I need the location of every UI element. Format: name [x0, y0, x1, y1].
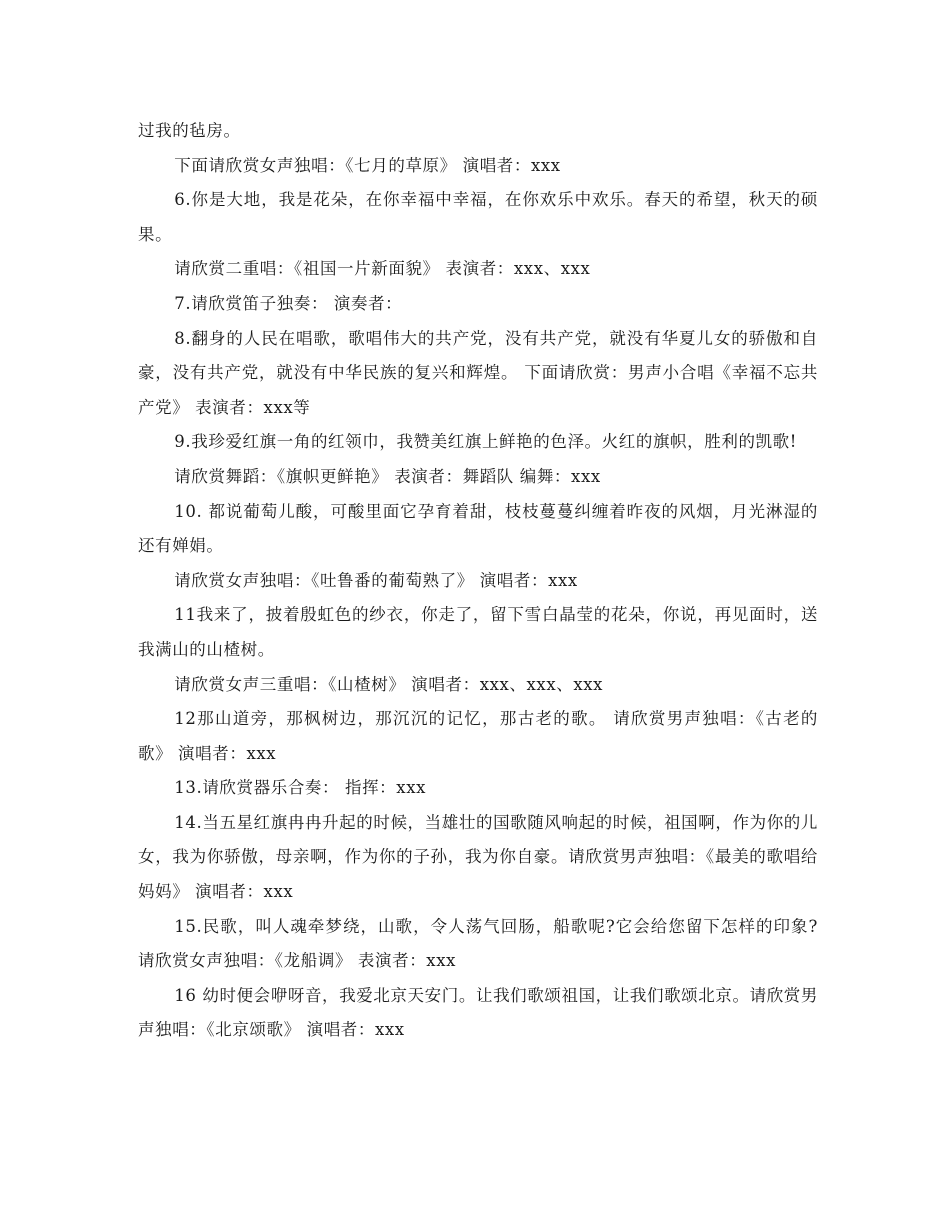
paragraph: 13.请欣赏器乐合奏： 指挥：xxx [174, 778, 426, 798]
paragraph: 请欣赏女声三重唱：《山楂树》 演唱者：xxx、xxx、xxx [174, 674, 604, 694]
paragraph: 下面请欣赏女声独唱：《七月的草原》 演唱者：xxx [174, 155, 561, 175]
document-body [138, 114, 818, 1048]
paragraph: 7.请欣赏笛子独奏： 演奏者： [174, 293, 403, 313]
paragraph: 14.当五星红旗冉冉升起的时候，当雄壮的国歌随风响起的时候，祖国啊，作为你的儿女，我为你骄傲，母亲啊，作为你的子孙，我为你自豪。请欣赏男声独唱：《最美的歌唱给妈妈》 演唱者：xxx [138, 812, 818, 902]
paragraph: 请欣赏二重唱：《祖国一片新面貌》 表演者：xxx、xxx [174, 259, 591, 279]
paragraph: 15.民歌，叫人魂牵梦绕，山歌，令人荡气回肠，船歌呢?它会给您留下怎样的印象?请欣赏女声独唱：《龙船调》 表演者：xxx [138, 916, 818, 971]
paragraph: 12那山道旁，那枫树边，那沉沉的记忆，那古老的歌。 请欣赏男声独唱：《古老的歌》 演唱者：xxx [138, 709, 818, 763]
paragraph: 请欣赏舞蹈：《旗帜更鲜艳》 表演者：舞蹈队 编舞：xxx [174, 466, 601, 486]
paragraph: 8.翻身的人民在唱歌，歌唱伟大的共产党，没有共产党，就没有华夏儿女的骄傲和自豪，没有共产党，就没有中华民族的复兴和辉煌。 下面请欣赏：男声小合唱《幸福不忘共产党》 表演者：xxx等 [138, 328, 818, 417]
paragraph: 16 幼时便会咿呀音，我爱北京天安门。让我们歌颂祖国，让我们歌颂北京。请欣赏男声独唱：《北京颂歌》 演唱者：xxx [138, 985, 818, 1040]
paragraph: 过我的毡房。 [138, 121, 241, 140]
paragraph: 9.我珍爱红旗一角的红领巾，我赞美红旗上鲜艳的色泽。火红的旗帜，胜利的凯歌! [174, 432, 797, 452]
paragraph: 请欣赏女声独唱：《吐鲁番的葡萄熟了》 演唱者：xxx [174, 570, 578, 590]
paragraph: 10. 都说葡萄儿酸，可酸里面它孕育着甜，枝枝蔓蔓纠缠着昨夜的风烟，月光淋湿的还有婵娟。 [138, 501, 818, 556]
paragraph: 11我来了，披着殷虹色的纱衣，你走了，留下雪白晶莹的花朵，你说，再见面时，送我满山的山楂树。 [138, 605, 818, 659]
paragraph: 6.你是大地，我是花朵，在你幸福中幸福，在你欢乐中欢乐。春天的希望，秋天的硕果。 [138, 190, 818, 244]
